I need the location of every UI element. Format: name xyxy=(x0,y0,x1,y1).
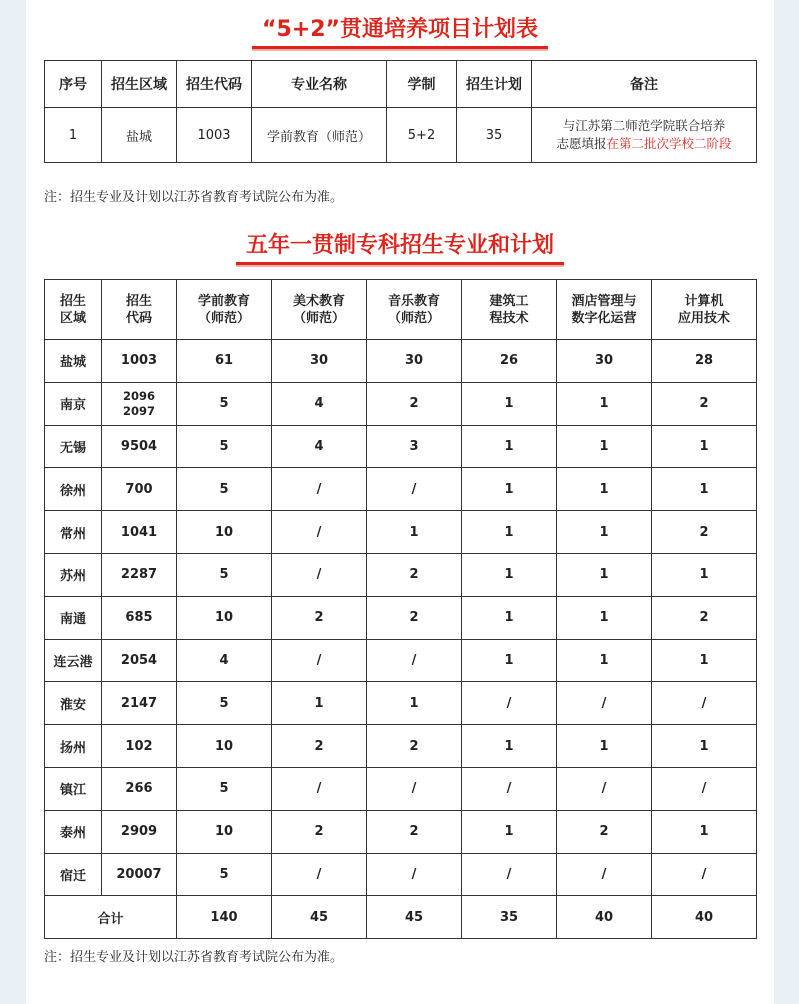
table-cell: 连云港 xyxy=(45,639,102,682)
table-cell: / xyxy=(272,639,367,682)
table-cell: 1003 xyxy=(102,340,177,383)
total-cell: 40 xyxy=(557,896,652,939)
table-cell: 5 xyxy=(177,767,272,810)
header-cell: 学制 xyxy=(387,61,457,108)
header-cell: 专业名称 xyxy=(252,61,387,108)
table-cell: 2 xyxy=(272,725,367,768)
table-cell: 1 xyxy=(462,725,557,768)
table-cell: 1 xyxy=(557,639,652,682)
table-cell: 5 xyxy=(177,853,272,896)
table-cell: 2 xyxy=(557,810,652,853)
table-cell: 1 xyxy=(652,639,757,682)
table-cell: 扬州 xyxy=(45,725,102,768)
table-cell: 无锡 xyxy=(45,425,102,468)
table-cell: 266 xyxy=(102,767,177,810)
header-cell: 招生区域 xyxy=(102,61,177,108)
table-cell: 2 xyxy=(652,382,757,425)
header-cell: 招生 区域 xyxy=(45,280,102,340)
table-row xyxy=(45,639,757,682)
table-cell: / xyxy=(367,639,462,682)
table-cell: 10 xyxy=(177,511,272,554)
total-cell: 140 xyxy=(177,896,272,939)
table-cell: 1 xyxy=(557,382,652,425)
table2-title-text: 五年一贯制专科招生专业和计划 xyxy=(236,228,564,265)
table-cell: 1041 xyxy=(102,511,177,554)
table-row xyxy=(45,511,757,554)
total-row xyxy=(45,896,757,939)
table-row xyxy=(45,553,757,596)
table-cell: 10 xyxy=(177,596,272,639)
table-cell: 4 xyxy=(272,382,367,425)
table-cell: 1 xyxy=(557,511,652,554)
table-cell: 2 xyxy=(367,596,462,639)
table-cell: 1 xyxy=(272,682,367,725)
table-cell: 5 xyxy=(177,468,272,511)
table-row xyxy=(45,682,757,725)
table-cell: 1 xyxy=(652,425,757,468)
table-cell: 5 xyxy=(177,382,272,425)
table-cell: / xyxy=(272,553,367,596)
table-cell: 1 xyxy=(462,468,557,511)
remark-cell xyxy=(532,108,757,163)
total-label: 合计 xyxy=(45,896,177,939)
table-cell: 26 xyxy=(462,340,557,383)
table-row xyxy=(45,108,757,163)
table-cell: 5 xyxy=(177,682,272,725)
header-cell: 计算机 应用技术 xyxy=(652,280,757,340)
table-cell: / xyxy=(367,468,462,511)
table-cell: 30 xyxy=(557,340,652,383)
table1-header-row xyxy=(45,61,757,108)
table-cell: / xyxy=(557,682,652,725)
table1-title xyxy=(26,12,774,49)
table-cell: 1 xyxy=(367,682,462,725)
table-cell: 1 xyxy=(557,468,652,511)
table-cell: 镇江 xyxy=(45,767,102,810)
table1-title-text: “5+2”贯通培养项目计划表 xyxy=(252,12,548,49)
table-cell: 1 xyxy=(652,725,757,768)
table-cell: 3 xyxy=(367,425,462,468)
page xyxy=(26,0,774,1004)
table-cell: 泰州 xyxy=(45,810,102,853)
table-cell: 2287 xyxy=(102,553,177,596)
table-cell: 2 xyxy=(367,810,462,853)
table-cell: 28 xyxy=(652,340,757,383)
table-cell: 1 xyxy=(462,553,557,596)
table-cell: 学前教育（师范） xyxy=(252,108,387,163)
table-cell: 2 xyxy=(272,810,367,853)
remark-line-1: 与江苏第二师范学院联合培养 xyxy=(562,118,726,133)
header-cell: 招生 代码 xyxy=(102,280,177,340)
table-cell: 2 xyxy=(367,553,462,596)
table-cell: 5 xyxy=(177,553,272,596)
table-cell: 102 xyxy=(102,725,177,768)
table-row xyxy=(45,853,757,896)
total-cell: 40 xyxy=(652,896,757,939)
table-cell: / xyxy=(652,767,757,810)
table-cell: / xyxy=(272,853,367,896)
total-cell: 45 xyxy=(272,896,367,939)
table-cell: 4 xyxy=(177,639,272,682)
total-cell: 35 xyxy=(462,896,557,939)
table-cell: 2 xyxy=(367,725,462,768)
table-cell: 20007 xyxy=(102,853,177,896)
table-cell: 10 xyxy=(177,810,272,853)
table-cell: 2909 xyxy=(102,810,177,853)
table-row xyxy=(45,596,757,639)
table-cell: 2 xyxy=(367,382,462,425)
table-cell: / xyxy=(462,767,557,810)
table-cell: 1 xyxy=(557,425,652,468)
table-cell: 10 xyxy=(177,725,272,768)
table-cell: 5 xyxy=(177,425,272,468)
header-cell: 招生计划 xyxy=(457,61,532,108)
table-cell: / xyxy=(652,853,757,896)
table-cell: 1 xyxy=(557,725,652,768)
table-cell: 徐州 xyxy=(45,468,102,511)
table-cell: 1 xyxy=(45,108,102,163)
table-cell: 4 xyxy=(272,425,367,468)
header-cell: 音乐教育 （师范） xyxy=(367,280,462,340)
table-cell: 2 xyxy=(272,596,367,639)
table-cell: 61 xyxy=(177,340,272,383)
table-cell: 1 xyxy=(462,639,557,682)
remark-prefix: 志愿填报 xyxy=(556,136,607,151)
table-cell: 2054 xyxy=(102,639,177,682)
table-cell: 1 xyxy=(652,810,757,853)
table-cell: 2147 xyxy=(102,682,177,725)
table-cell: 1 xyxy=(557,596,652,639)
remark-highlight: 在第二批次学校二阶段 xyxy=(606,136,732,151)
remark-line-2 xyxy=(532,135,756,153)
table2-header-row xyxy=(45,280,757,340)
table-cell: 700 xyxy=(102,468,177,511)
header-cell: 建筑工 程技术 xyxy=(462,280,557,340)
table-cell: / xyxy=(272,511,367,554)
table-cell: 盐城 xyxy=(102,108,177,163)
table-cell: / xyxy=(367,853,462,896)
table-cell: 1 xyxy=(367,511,462,554)
total-cell: 45 xyxy=(367,896,462,939)
table-row xyxy=(45,767,757,810)
header-cell: 美术教育 （师范） xyxy=(272,280,367,340)
table-cell: / xyxy=(272,767,367,810)
header-cell: 备注 xyxy=(532,61,757,108)
header-cell: 学前教育 （师范） xyxy=(177,280,272,340)
table-cell: 1 xyxy=(462,382,557,425)
table-cell: 1 xyxy=(462,810,557,853)
table-row xyxy=(45,382,757,425)
table-cell: 盐城 xyxy=(45,340,102,383)
table-row xyxy=(45,468,757,511)
header-cell: 酒店管理与 数字化运营 xyxy=(557,280,652,340)
table-row xyxy=(45,810,757,853)
table-cell: 1 xyxy=(462,511,557,554)
note-1: 注：招生专业及计划以江苏省教育考试院公布为准。 xyxy=(44,190,344,205)
note-2: 注：招生专业及计划以江苏省教育考试院公布为准。 xyxy=(44,950,344,965)
table-cell: 30 xyxy=(367,340,462,383)
table-cell: / xyxy=(462,853,557,896)
table-row xyxy=(45,425,757,468)
table-cell: 685 xyxy=(102,596,177,639)
table-cell: 淮安 xyxy=(45,682,102,725)
table-cell: 2096 2097 xyxy=(102,382,177,425)
five-plus-two-plan-table xyxy=(44,60,757,163)
table-cell: 南通 xyxy=(45,596,102,639)
table-cell: 1 xyxy=(652,553,757,596)
table-cell: 1 xyxy=(557,553,652,596)
table-cell: 35 xyxy=(457,108,532,163)
table2-title xyxy=(26,228,774,265)
table-cell: / xyxy=(557,853,652,896)
table-row xyxy=(45,340,757,383)
table-cell: 1 xyxy=(652,468,757,511)
table-row xyxy=(45,725,757,768)
table-cell: 1 xyxy=(462,596,557,639)
table-cell: 1 xyxy=(462,425,557,468)
table-cell: 苏州 xyxy=(45,553,102,596)
table-cell: / xyxy=(557,767,652,810)
table-cell: 常州 xyxy=(45,511,102,554)
table-cell: 9504 xyxy=(102,425,177,468)
table-cell: / xyxy=(462,682,557,725)
table-cell: 2 xyxy=(652,511,757,554)
table-cell: / xyxy=(272,468,367,511)
table2-body xyxy=(45,340,757,896)
table-cell: / xyxy=(652,682,757,725)
table-cell: 宿迁 xyxy=(45,853,102,896)
five-year-plan-table xyxy=(44,279,757,939)
table-cell: 5+2 xyxy=(387,108,457,163)
header-cell: 序号 xyxy=(45,61,102,108)
table-cell: 2 xyxy=(652,596,757,639)
header-cell: 招生代码 xyxy=(177,61,252,108)
table-cell: / xyxy=(367,767,462,810)
table-cell: 南京 xyxy=(45,382,102,425)
table-cell: 30 xyxy=(272,340,367,383)
table-cell: 1003 xyxy=(177,108,252,163)
